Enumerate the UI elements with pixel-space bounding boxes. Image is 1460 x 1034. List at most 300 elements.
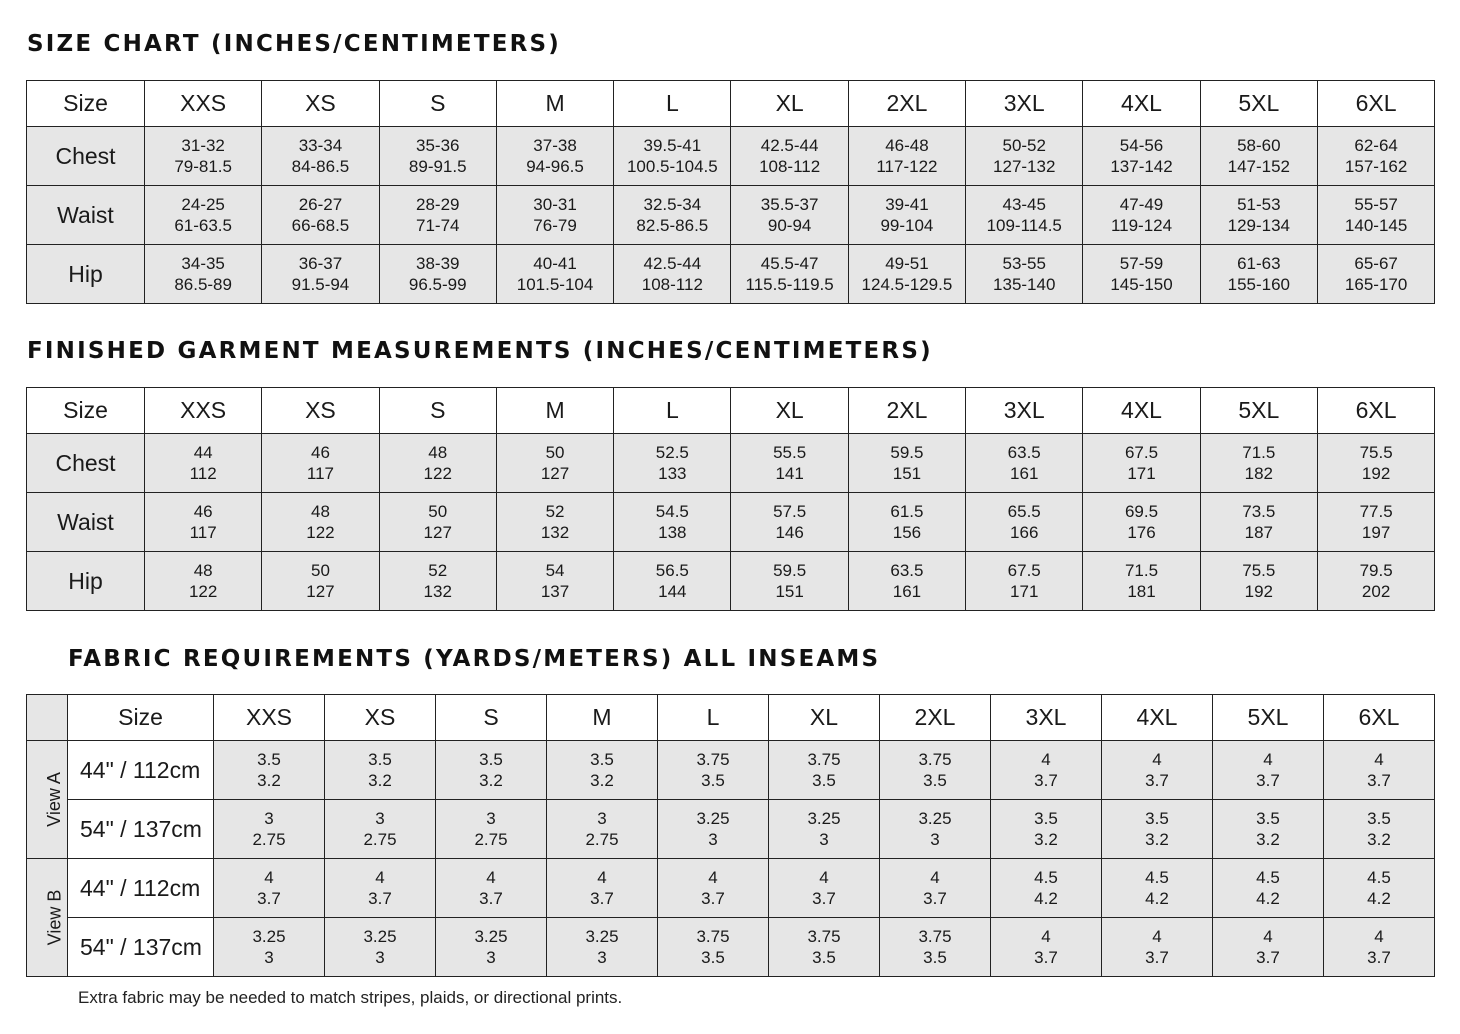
imperial-value: 4 (1152, 927, 1162, 946)
value-cell (1317, 493, 1434, 552)
imperial-value: 4 (1374, 750, 1384, 769)
fabric-requirements-title: FABRIC REQUIREMENTS (YARDS/METERS) ALL INSEAMS (68, 646, 881, 672)
metric-value: 3.5 (701, 948, 725, 967)
metric-value: 3.7 (1256, 948, 1280, 967)
imperial-value: 4 (930, 868, 940, 887)
value-cell (614, 245, 731, 304)
size-column-header: 5XL (1200, 388, 1317, 434)
imperial-value: 77.5 (1359, 502, 1393, 521)
imperial-value: 36-37 (298, 254, 343, 273)
metric-value: 3.5 (812, 948, 836, 967)
imperial-value: 4 (1041, 750, 1051, 769)
metric-value: 108-112 (759, 157, 821, 176)
metric-value: 3.7 (1034, 771, 1058, 790)
imperial-value: 4 (1263, 750, 1273, 769)
value-cell (496, 245, 613, 304)
metric-value: 2.75 (363, 830, 397, 849)
imperial-value: 3.75 (918, 927, 952, 946)
metric-value: 157-162 (1344, 157, 1408, 176)
fabric-requirements-table (26, 694, 1435, 977)
value-cell (547, 918, 658, 977)
imperial-value: 61-63 (1237, 254, 1281, 273)
imperial-value: 51-53 (1237, 195, 1281, 214)
imperial-value: 52 (428, 561, 448, 580)
value-cell (966, 434, 1083, 493)
metric-value: 138 (658, 523, 687, 542)
metric-value: 90-94 (767, 216, 812, 235)
metric-value: 127 (423, 523, 452, 542)
size-column-header: S (436, 695, 547, 741)
metric-value: 151 (892, 464, 922, 483)
metric-value: 112 (189, 464, 217, 483)
metric-value: 147-152 (1227, 157, 1291, 176)
value-cell (614, 434, 731, 493)
size-column-header: XL (769, 695, 880, 741)
value-cell (1083, 434, 1200, 493)
metric-value: 3 (264, 948, 274, 967)
metric-value: 4.2 (1367, 889, 1391, 908)
imperial-value: 54.5 (655, 502, 689, 521)
imperial-value: 4 (819, 868, 829, 887)
imperial-value: 3.5 (1034, 809, 1058, 828)
value-cell (145, 552, 262, 611)
imperial-value: 63.5 (890, 561, 924, 580)
imperial-value: 3.25 (918, 809, 952, 828)
imperial-value: 3 (597, 809, 607, 828)
imperial-value: 73.5 (1242, 502, 1276, 521)
metric-value: 94-96.5 (526, 157, 584, 176)
size-header-label: Size (27, 388, 145, 434)
metric-value: 181 (1127, 582, 1156, 601)
value-cell (1317, 127, 1434, 186)
imperial-value: 71.5 (1242, 443, 1276, 462)
imperial-value: 4 (1263, 927, 1273, 946)
imperial-value: 52.5 (655, 443, 689, 462)
fabric-width-label: 54" / 137cm (68, 800, 214, 859)
metric-value: 3.2 (590, 771, 614, 790)
imperial-value: 69.5 (1124, 502, 1159, 521)
value-cell (966, 127, 1083, 186)
metric-value: 165-170 (1344, 275, 1408, 294)
metric-value: 171 (1127, 464, 1156, 483)
metric-value: 3.7 (590, 889, 614, 908)
imperial-value: 3.25 (585, 927, 619, 946)
measurement-label: Waist (27, 493, 145, 552)
value-cell (769, 918, 880, 977)
metric-value: 3.2 (1145, 830, 1169, 849)
value-cell (614, 186, 731, 245)
imperial-value: 79.5 (1359, 561, 1393, 580)
value-cell (731, 552, 848, 611)
metric-value: 3 (819, 830, 829, 849)
value-cell (214, 918, 325, 977)
imperial-value: 4 (708, 868, 718, 887)
imperial-value: 61.5 (890, 502, 924, 521)
imperial-value: 4 (264, 868, 274, 887)
metric-value: 3 (708, 830, 718, 849)
imperial-value: 4 (597, 868, 607, 887)
value-cell (1324, 918, 1435, 977)
metric-value: 66-68.5 (291, 216, 350, 235)
footnote: Extra fabric may be needed to match stripes, plaids, or directional prints. (78, 988, 623, 1007)
value-cell (1317, 245, 1434, 304)
metric-value: 3.7 (701, 889, 725, 908)
imperial-value: 75.5 (1242, 561, 1276, 580)
metric-value: 122 (188, 582, 218, 601)
value-cell (325, 859, 436, 918)
imperial-value: 63.5 (1007, 443, 1041, 462)
metric-value: 3.7 (1367, 771, 1391, 790)
imperial-value: 46 (193, 502, 213, 521)
value-cell (1083, 245, 1200, 304)
imperial-value: 3.25 (363, 927, 397, 946)
metric-value: 135-140 (993, 275, 1056, 294)
metric-value: 4.2 (1256, 889, 1280, 908)
value-cell (966, 493, 1083, 552)
value-cell (496, 127, 613, 186)
size-column-header: 4XL (1083, 388, 1200, 434)
metric-value: 2.75 (474, 830, 508, 849)
fabric-row (27, 800, 1435, 859)
value-cell (436, 918, 547, 977)
metric-value: 3.5 (923, 948, 947, 967)
imperial-value: 40-41 (533, 254, 577, 273)
value-cell (214, 800, 325, 859)
value-cell (966, 552, 1083, 611)
measurement-row (27, 245, 1435, 304)
imperial-value: 3.25 (474, 927, 508, 946)
imperial-value: 53-55 (1002, 254, 1046, 273)
metric-value: 2.75 (252, 830, 286, 849)
measurement-label: Hip (27, 245, 145, 304)
metric-value: 132 (540, 523, 570, 542)
imperial-value: 52 (545, 502, 565, 521)
size-column-header: S (379, 388, 496, 434)
measurement-row (27, 434, 1435, 493)
value-cell (991, 741, 1102, 800)
imperial-value: 65-67 (1354, 254, 1398, 273)
imperial-value: 3.5 (1367, 809, 1391, 828)
metric-value: 109-114.5 (986, 216, 1062, 235)
metric-value: 3.7 (1367, 948, 1391, 967)
size-header-label: Size (68, 695, 214, 741)
imperial-value: 26-27 (298, 195, 343, 214)
metric-value: 3.2 (1034, 830, 1058, 849)
value-cell (1317, 552, 1434, 611)
metric-value: 192 (1361, 464, 1391, 483)
imperial-value: 58-60 (1237, 136, 1281, 155)
size-column-header: 6XL (1324, 695, 1435, 741)
metric-value: 3.7 (257, 889, 281, 908)
value-cell (547, 859, 658, 918)
imperial-value: 3.75 (918, 750, 952, 769)
fabric-row (27, 918, 1435, 977)
value-cell (1213, 859, 1324, 918)
imperial-value: 67.5 (1007, 561, 1041, 580)
imperial-value: 3.5 (257, 750, 281, 769)
size-column-header: 3XL (966, 388, 1083, 434)
value-cell (848, 552, 965, 611)
value-cell (658, 741, 769, 800)
header-row (27, 388, 1435, 434)
fabric-row (27, 741, 1435, 800)
value-cell (547, 741, 658, 800)
imperial-value: 45.5-47 (760, 254, 819, 273)
metric-value: 2.75 (585, 830, 619, 849)
value-cell (1324, 741, 1435, 800)
view-label: View B (44, 889, 65, 946)
value-cell (262, 434, 379, 493)
value-cell (848, 245, 965, 304)
size-column-header: 3XL (991, 695, 1102, 741)
metric-value: 3.7 (812, 889, 836, 908)
metric-value: 192 (1244, 582, 1273, 601)
metric-value: 144 (658, 582, 687, 601)
metric-value: 166 (1010, 523, 1039, 542)
size-column-header: XS (325, 695, 436, 741)
metric-value: 182 (1244, 464, 1273, 483)
measurement-label: Waist (27, 186, 145, 245)
imperial-value: 31-32 (181, 136, 225, 155)
imperial-value: 3.5 (368, 750, 392, 769)
value-cell (880, 741, 991, 800)
value-cell (614, 493, 731, 552)
metric-value: 4.2 (1034, 889, 1058, 908)
metric-value: 3 (597, 948, 607, 967)
value-cell (1213, 800, 1324, 859)
imperial-value: 48 (193, 561, 213, 580)
view-label-cell (27, 741, 68, 859)
fabric-width-label: 44" / 112cm (68, 859, 214, 918)
imperial-value: 33-34 (298, 136, 343, 155)
value-cell (1324, 800, 1435, 859)
imperial-value: 3.75 (807, 750, 841, 769)
value-cell (731, 245, 848, 304)
imperial-value: 49-51 (885, 254, 929, 273)
imperial-value: 4.5 (1367, 868, 1391, 887)
imperial-value: 42.5-44 (760, 136, 819, 155)
imperial-value: 48 (428, 443, 448, 462)
metric-value: 3.5 (701, 771, 725, 790)
metric-value: 82.5-86.5 (636, 216, 709, 235)
value-cell (436, 859, 547, 918)
value-cell (496, 186, 613, 245)
metric-value: 115.5-119.5 (745, 275, 834, 294)
metric-value: 91.5-94 (291, 275, 350, 294)
imperial-value: 54 (545, 561, 565, 580)
metric-value: 4.2 (1145, 889, 1169, 908)
metric-value: 127 (540, 464, 570, 483)
value-cell (262, 186, 379, 245)
metric-value: 61-63.5 (174, 216, 232, 235)
imperial-value: 3.5 (1256, 809, 1280, 828)
imperial-value: 4.5 (1145, 868, 1169, 887)
metric-value: 117-122 (876, 157, 938, 176)
imperial-value: 3.75 (807, 927, 841, 946)
imperial-value: 30-31 (533, 195, 577, 214)
value-cell (145, 493, 262, 552)
imperial-value: 39.5-41 (643, 136, 702, 155)
imperial-value: 50 (310, 561, 330, 580)
imperial-value: 3.5 (590, 750, 614, 769)
value-cell (991, 918, 1102, 977)
imperial-value: 59.5 (773, 561, 807, 580)
imperial-value: 3 (486, 809, 496, 828)
value-cell (145, 434, 262, 493)
imperial-value: 35-36 (416, 136, 460, 155)
imperial-value: 50 (545, 443, 565, 462)
size-chart-title: SIZE CHART (INCHES/CENTIMETERS) (27, 31, 562, 57)
value-cell (1102, 800, 1213, 859)
value-cell (325, 741, 436, 800)
metric-value: 108-112 (641, 275, 703, 294)
metric-value: 3 (486, 948, 496, 967)
imperial-value: 57-59 (1119, 254, 1164, 273)
size-column-header: XXS (145, 388, 262, 434)
value-cell (769, 741, 880, 800)
imperial-value: 46-48 (885, 136, 929, 155)
metric-value: 3 (930, 830, 940, 849)
metric-value: 3.2 (1367, 830, 1391, 849)
metric-value: 3.7 (1034, 948, 1058, 967)
imperial-value: 4 (1152, 750, 1162, 769)
size-column-header: L (614, 388, 731, 434)
value-cell (379, 552, 496, 611)
metric-value: 3.2 (368, 771, 392, 790)
imperial-value: 55.5 (773, 443, 807, 462)
value-cell (379, 127, 496, 186)
value-cell (214, 741, 325, 800)
value-cell (379, 186, 496, 245)
metric-value: 187 (1244, 523, 1273, 542)
size-column-header: 6XL (1317, 388, 1434, 434)
metric-value: 122 (423, 464, 452, 483)
imperial-value: 34-35 (181, 254, 225, 273)
value-cell (1317, 434, 1434, 493)
size-header-label: Size (27, 81, 145, 127)
value-cell (1200, 552, 1317, 611)
value-cell (1083, 552, 1200, 611)
imperial-value: 62-64 (1354, 136, 1398, 155)
value-cell (496, 434, 613, 493)
imperial-value: 4 (375, 868, 385, 887)
size-column-header: L (614, 81, 731, 127)
size-column-header: 3XL (966, 81, 1083, 127)
imperial-value: 4.5 (1256, 868, 1280, 887)
measurement-row (27, 127, 1435, 186)
imperial-value: 67.5 (1124, 443, 1159, 462)
imperial-value: 4 (1374, 927, 1384, 946)
size-column-header: 5XL (1213, 695, 1324, 741)
value-cell (262, 127, 379, 186)
imperial-value: 32.5-34 (643, 195, 702, 214)
value-cell (1200, 434, 1317, 493)
value-cell (880, 859, 991, 918)
imperial-value: 46 (310, 443, 330, 462)
metric-value: 3.2 (479, 771, 503, 790)
value-cell (1213, 741, 1324, 800)
metric-value: 155-160 (1227, 275, 1291, 294)
value-cell (848, 434, 965, 493)
imperial-value: 54-56 (1119, 136, 1164, 155)
imperial-value: 65.5 (1007, 502, 1041, 521)
metric-value: 127-132 (993, 157, 1056, 176)
metric-value: 137-142 (1110, 157, 1173, 176)
metric-value: 3.5 (923, 771, 947, 790)
fabric-width-label: 54" / 137cm (68, 918, 214, 977)
metric-value: 137 (540, 582, 570, 601)
value-cell (731, 127, 848, 186)
metric-value: 3.2 (1256, 830, 1280, 849)
metric-value: 127 (306, 582, 335, 601)
metric-value: 3.7 (368, 889, 392, 908)
imperial-value: 4 (1041, 927, 1051, 946)
size-column-header: 2XL (880, 695, 991, 741)
metric-value: 171 (1010, 582, 1039, 601)
size-column-header: M (547, 695, 658, 741)
size-column-header: 4XL (1083, 81, 1200, 127)
imperial-value: 3.25 (807, 809, 841, 828)
size-column-header: XXS (145, 81, 262, 127)
imperial-value: 3 (264, 809, 274, 828)
size-column-header: XS (262, 388, 379, 434)
imperial-value: 48 (310, 502, 330, 521)
measurement-label: Chest (27, 434, 145, 493)
value-cell (991, 859, 1102, 918)
metric-value: 156 (892, 523, 922, 542)
value-cell (214, 859, 325, 918)
measurement-row (27, 493, 1435, 552)
size-column-header: 6XL (1317, 81, 1434, 127)
metric-value: 86.5-89 (174, 275, 232, 294)
imperial-value: 56.5 (655, 561, 689, 580)
metric-value: 3.7 (1256, 771, 1280, 790)
metric-value: 99-104 (880, 216, 934, 235)
value-cell (379, 434, 496, 493)
imperial-value: 43-45 (1002, 195, 1046, 214)
value-cell (1083, 493, 1200, 552)
metric-value: 3.7 (1145, 948, 1169, 967)
size-column-header: L (658, 695, 769, 741)
metric-value: 117 (189, 523, 217, 542)
value-cell (262, 245, 379, 304)
fabric-width-label: 44" / 112cm (68, 741, 214, 800)
metric-value: 3.2 (257, 771, 281, 790)
size-column-header: 5XL (1200, 81, 1317, 127)
imperial-value: 24-25 (181, 195, 225, 214)
size-column-header: XXS (214, 695, 325, 741)
metric-value: 124.5-129.5 (861, 275, 953, 294)
metric-value: 202 (1361, 582, 1391, 601)
measurement-row (27, 552, 1435, 611)
value-cell (1200, 127, 1317, 186)
header-row (27, 81, 1435, 127)
value-cell (966, 245, 1083, 304)
value-cell (848, 186, 965, 245)
value-cell (880, 800, 991, 859)
metric-value: 100.5-104.5 (626, 157, 718, 176)
view-label: View A (43, 772, 64, 827)
view-label-cell (27, 859, 68, 977)
size-column-header: S (379, 81, 496, 127)
value-cell (325, 918, 436, 977)
imperial-value: 55-57 (1354, 195, 1398, 214)
value-cell (547, 800, 658, 859)
imperial-value: 3.75 (696, 927, 730, 946)
imperial-value: 3.25 (252, 927, 286, 946)
imperial-value: 4.5 (1034, 868, 1058, 887)
value-cell (379, 493, 496, 552)
